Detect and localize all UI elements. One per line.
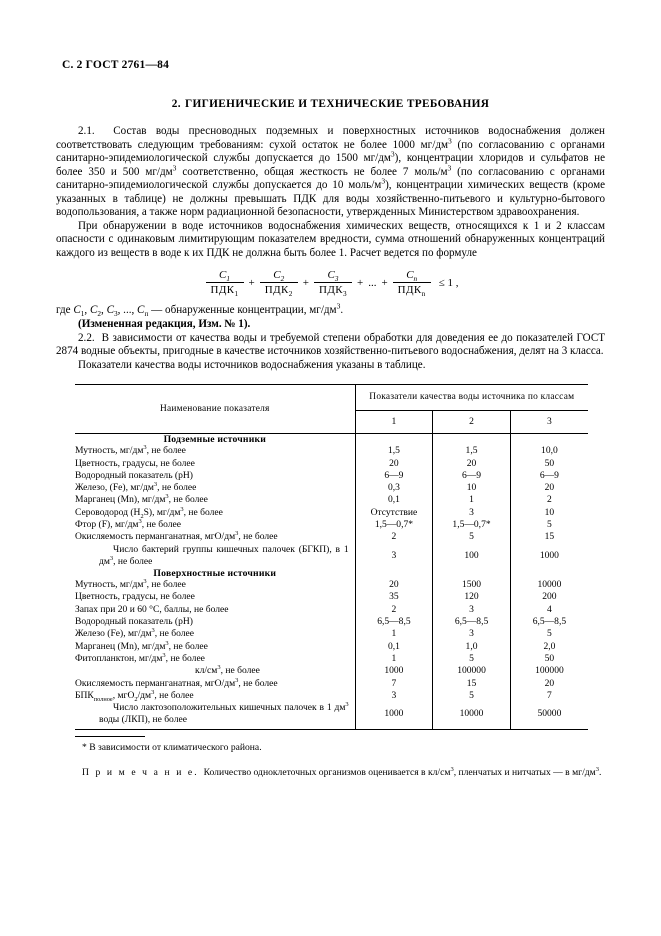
clause-2-2-text: В зависимости от качества воды и требуемой степени обработки для доведения ее до показателей ГОСТ 2874 водные объекты, пригодные в качестве источников хозяйственно-питьевого водоснабжения, делят на 3 класса. — [56, 331, 606, 358]
row-value-class-3: 100000 — [535, 665, 564, 677]
row-value-class-2: 10 — [433, 482, 511, 494]
formula-relation: ≤ 1 , — [438, 277, 459, 290]
row-label: Фитопланктон, $мг/дм^3$, не более — [75, 653, 355, 665]
table-row — [75, 544, 588, 569]
fraction-n-numerator: $C_n$ — [406, 269, 418, 284]
row-value-class-3: 50000 — [510, 702, 588, 729]
column-header-class-2: 2 — [433, 410, 511, 433]
fraction-3 — [314, 269, 352, 299]
table-row — [75, 653, 588, 665]
row-value-class-1: 7 — [355, 678, 433, 690]
clause-2-2 — [56, 332, 605, 359]
section-title-text: ГИГИЕНИЧЕСКИЕ И ТЕХНИЧЕСКИЕ ТРЕБОВАНИЯ — [184, 98, 490, 110]
row-value-class-1: 35 — [355, 591, 433, 603]
table-row — [75, 604, 588, 616]
row-value-class-1: 3 — [355, 690, 433, 702]
row-value-class-3: 5 — [547, 628, 552, 640]
fraction-n-denominator: $ПДК_n$ — [393, 282, 431, 296]
clause-2-1-number: 2.1. — [78, 125, 95, 137]
row-label: Железо, (Fe), $мг/дм^3$, не более — [75, 482, 355, 494]
row-label: Окисляемость перманганатная, мгО/$дм^3$, не более — [75, 531, 355, 543]
quality-indicators-table — [75, 384, 588, 730]
row-value-class-2: 6—9 — [433, 470, 511, 482]
row-value-class-1: 1,5—0,7* — [355, 519, 433, 531]
row-value-class-2: 100 — [433, 544, 511, 569]
row-value-class-2: 6,5—8,5 — [433, 616, 511, 628]
row-label: Марганец (Mn), $мг/дм^3$, не более — [75, 494, 355, 506]
clause-2-1 — [56, 125, 605, 220]
row-value-class-2: 100000 — [433, 665, 511, 677]
row-value-class-3: 2 — [547, 494, 552, 506]
row-value-class-1: Отсутствие — [355, 507, 433, 519]
row-label: Водородный показатель (pH) — [75, 616, 355, 628]
fraction-2-denominator: $ПДК_2$ — [260, 282, 298, 296]
plus-operator-3: + — [356, 277, 364, 290]
fraction-1-denominator: $ПДК_1$ — [206, 282, 244, 296]
table-row — [75, 445, 588, 457]
row-label: $БПК_{полное}$, $мгО_2/дм^3$, не более — [75, 690, 355, 702]
row-value-class-1: 1,5 — [355, 445, 433, 457]
footnote-text: * В зависимости от климатического района. — [82, 741, 262, 753]
row-value-class-3: 4 — [547, 603, 552, 615]
row-value-class-3: 15 — [544, 531, 555, 543]
row-label: Фтор (F), $мг/дм^3$, не более — [75, 519, 355, 531]
clause-2-2-paragraph-2: Показатели качества воды источников водоснабжения указаны в таблице. — [78, 358, 426, 371]
table-row — [75, 702, 588, 729]
group-title-underground: Подземные источники — [75, 434, 355, 446]
clause-2-1-text: Состав воды пресноводных подземных и поверхностных источников водоснабжения должен соответствовать следующим требованиям: сухой остаток не более 1000 $мг/дм^3$ (по согласованию с органами санитарно-эпидемиологической службы допускается до 1500 $мг/дм^3$), концентрации хлоридов и сульфатов не более 350 и 500 $мг/дм^3$ соответственно, общая жесткость не более 7 моль/$м^3$ (по согласованию с органами санитарно-эпидемиологической службы допускается до 10 моль/$м^3$), концентрации химических веществ (кроме указанных в таблице) не должны превышать ПДК для воды хозяйственно-питьевого и культурно-бытового водопользования, а также норм радиационной безопасности, утвержденных Министерством здравоохранения. — [56, 125, 606, 219]
row-value-class-2: 1,0 — [433, 641, 511, 653]
group-blank-4 — [355, 568, 433, 579]
group-blank-2 — [433, 434, 511, 446]
note-block — [56, 766, 605, 779]
running-head: С. 2 ГОСТ 2761—84 — [62, 59, 170, 71]
column-header-class-3: 3 — [510, 410, 588, 433]
row-value-class-1: 1000 — [355, 702, 433, 729]
row-value-class-2: 3 — [433, 628, 511, 640]
group-blank-5 — [433, 568, 511, 579]
row-value-class-2: 5 — [433, 690, 511, 702]
row-value-class-2: 15 — [433, 678, 511, 690]
row-value-class-3: 6,5—8,5 — [532, 616, 567, 628]
plus-operator-2: + — [302, 277, 309, 290]
table-header — [75, 385, 588, 434]
formula-legend: где $C_1$, $C_2$, $C_3$, ..., $C_п$ — обнаруженные концентрации, $мг/дм^3$. — [56, 301, 344, 319]
row-label: Число лактозоположительных кишечных палочек в 1 $дм^3$ воды (ЛКП), не более — [75, 702, 355, 729]
group-blank-1 — [355, 434, 433, 446]
row-value-class-2: 1,5—0,7* — [433, 519, 511, 531]
fraction-3-numerator: $C_3$ — [327, 269, 339, 284]
table-row — [75, 579, 588, 591]
row-label: Железо (Fe), $мг/дм^3$, не более — [75, 628, 355, 640]
row-value-class-1: 20 — [355, 458, 433, 470]
row-value-class-3: 10000 — [537, 579, 562, 591]
note-label: П р и м е ч а н и е. — [82, 766, 199, 778]
row-value-class-1: 1 — [355, 628, 433, 640]
group-title-surface: Поверхностные источники — [75, 568, 355, 579]
table-row — [75, 482, 588, 494]
table-row — [75, 507, 588, 519]
column-header-class-1: 1 — [355, 410, 433, 433]
amendment-note: (Измененная редакция, Изм. № 1). — [78, 318, 251, 331]
table-row — [75, 641, 588, 653]
row-label: Число бактерий группы кишечных палочек (БГКП), в 1 $дм^3$, не более — [75, 544, 355, 569]
row-value-class-3: 10 — [544, 506, 555, 518]
row-value-class-3: 5 — [547, 518, 552, 530]
row-value-class-3: 20 — [544, 482, 555, 494]
row-label: Цветность, градусы, не более — [75, 591, 355, 603]
column-header-indicator-name: Наименование показателя — [75, 385, 355, 434]
row-label: Запах при 20 и 60 °С, баллы, не более — [75, 604, 355, 616]
table-body — [75, 434, 588, 730]
table-header-row-group — [75, 385, 588, 411]
group-header-row-surface — [75, 568, 588, 579]
row-value-class-1: 2 — [355, 604, 433, 616]
table-row — [75, 591, 588, 603]
formula-ellipsis: ... — [368, 277, 377, 290]
row-value-class-3: 6—9 — [539, 469, 559, 481]
row-value-class-1: 0,1 — [355, 641, 433, 653]
clause-2-2-number: 2.2. — [78, 331, 95, 344]
row-value-class-1: 0,3 — [355, 482, 433, 494]
fraction-3-denominator: $ПДК_3$ — [314, 282, 352, 296]
row-value-class-2: 5 — [433, 653, 511, 665]
row-value-class-2: 120 — [433, 591, 511, 603]
table-row — [75, 494, 588, 506]
fraction-1 — [206, 269, 244, 299]
row-value-class-1: 6,5—8,5 — [355, 616, 433, 628]
row-value-class-2: 1 — [433, 494, 511, 506]
row-label: Водородный показатель (pH) — [75, 470, 355, 482]
section-number: 2. — [171, 98, 181, 110]
row-value-class-2: 5 — [433, 531, 511, 543]
footnote-rule — [75, 736, 145, 737]
row-value-class-2: 20 — [433, 458, 511, 470]
fraction-n — [393, 269, 431, 299]
row-label: Сероводород $(H_2S)$, $мг/дм^3$, не более — [75, 507, 355, 519]
table-row — [75, 470, 588, 482]
note-text: Количество одноклеточных организмов оценивается в $кл/см^3$, пленчатых и нитчатых — в $мг/дм^3$. — [203, 765, 602, 778]
row-label: Окисляемость перманганатная, мгО/$дм^3$, не более — [75, 678, 355, 690]
row-label: Цветность, градусы, не более — [75, 458, 355, 470]
row-value-class-2: 3 — [433, 604, 511, 616]
row-label: Мутность, $мг/дм^3$, не более — [75, 445, 355, 457]
plus-operator-1: + — [248, 277, 255, 290]
row-value-class-3: 20 — [544, 677, 555, 689]
row-label: Марганец (Mn), $мг/дм^3$, не более — [75, 641, 355, 653]
group-header-row-underground — [75, 434, 588, 446]
row-value-class-2: 1,5 — [433, 445, 511, 457]
row-value-class-3: 200 — [542, 591, 557, 603]
table-row — [75, 458, 588, 470]
row-value-class-1: 6—9 — [355, 470, 433, 482]
quality-indicators-table-wrapper — [56, 384, 605, 730]
section-heading — [56, 98, 605, 110]
row-value-class-1: 0,1 — [355, 494, 433, 506]
row-value-class-1: 3 — [355, 544, 433, 569]
column-header-class-group: Показатели качества воды источника по классам — [355, 385, 588, 411]
fraction-1-numerator: $C_1$ — [219, 269, 230, 284]
row-value-class-2: 1500 — [433, 579, 511, 591]
table-row — [75, 628, 588, 640]
row-value-class-1: 20 — [355, 579, 433, 591]
row-value-class-3: 50 — [544, 652, 555, 664]
plus-operator-4: + — [381, 277, 388, 290]
row-value-class-3: 10,0 — [541, 445, 558, 457]
formula-pdk-sum — [56, 269, 605, 299]
row-label: Мутность, $мг/дм^3$, не более — [75, 579, 355, 591]
clause-2-1-paragraph-2: При обнаружении в воде источников водоснабжения химических веществ, относящихся к 1 и 2 классам опасности с одинаковым лимитирующим показателем вредности, сумма отношений обнаруженных концентраций каждого из веществ в воде к их ПДК не должна быть более 1. Расчет ведется по формуле — [56, 219, 605, 259]
row-value-class-1: 2 — [355, 531, 433, 543]
row-value-class-1: 1 — [355, 653, 433, 665]
group-blank-3 — [510, 434, 588, 446]
table-row — [75, 531, 588, 543]
row-value-class-2: 10000 — [433, 702, 511, 729]
table-row — [75, 690, 588, 702]
row-value-class-3: 1000 — [539, 549, 559, 561]
table-row — [75, 665, 588, 677]
row-value-class-3: 2,0 — [543, 640, 556, 652]
row-value-class-3: 50 — [544, 457, 555, 469]
fraction-2-numerator: $C_2$ — [273, 269, 285, 284]
row-label: $кл/см^3$, не более — [75, 665, 355, 677]
table-row — [75, 519, 588, 531]
row-value-class-2: 3 — [433, 507, 511, 519]
row-value-class-3: 7 — [547, 689, 552, 701]
group-blank-6 — [510, 568, 588, 579]
fraction-2 — [260, 269, 298, 299]
row-value-class-1: 1000 — [355, 665, 433, 677]
